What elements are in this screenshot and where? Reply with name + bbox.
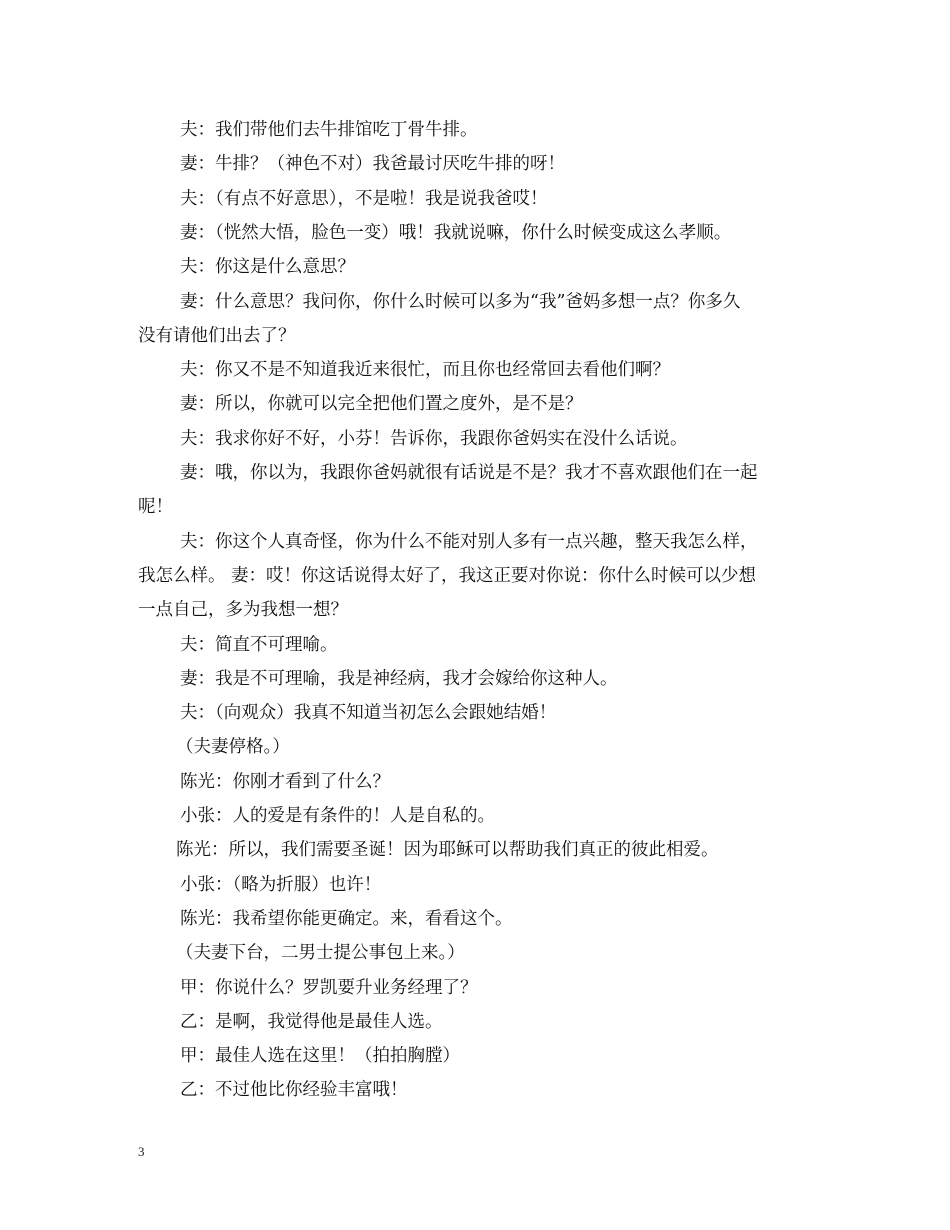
page-number: 3	[138, 1144, 145, 1159]
script-line: 妻：（恍然大悟，脸色一变）哦！我就说嘛，你什么时候变成这么孝顺。	[180, 222, 732, 243]
script-line: 夫：我求你好不好，小芬！告诉你，我跟你爸妈实在没什么话说。	[180, 428, 688, 449]
script-line: （夫妻下台，二男士提公事包上来。）	[176, 943, 465, 964]
script-line: 陈光：所以，我们需要圣诞！因为耶稣可以帮助我们真正的彼此相爱。	[176, 840, 719, 861]
script-line: 夫：（向观众）我真不知道当初怎么会跟她结婚！	[180, 703, 557, 724]
script-line: 陈光：我希望你能更确定。来，看看这个。	[180, 908, 513, 929]
script-line: （夫妻停格。）	[176, 737, 290, 758]
script-line: 一点自己，多为我想一想？	[138, 600, 348, 621]
script-line: 夫：你这是什么意思？	[180, 257, 355, 278]
script-line: 妻：牛排？（神色不对）我爸最讨厌吃牛排的呀！	[180, 154, 565, 175]
script-line: 我怎么样。 妻：哎！你这话说得太好了，我这正要对你说：你什么时候可以少想	[138, 565, 757, 586]
script-line: 呢！	[138, 497, 173, 518]
script-line: 夫：你这个人真奇怪，你为什么不能对别人多有一点兴趣，整天我怎么样，	[180, 531, 758, 552]
script-line: 夫：简直不可理喻。	[180, 634, 338, 655]
script-line: 甲：你说什么？罗凯要升业务经理了？	[180, 977, 478, 998]
script-line: 妻：哦，你以为，我跟你爸妈就很有话说是不是？我才不喜欢跟他们在一起	[180, 463, 758, 483]
script-line: 乙：不过他比你经验丰富哦！	[180, 1080, 408, 1101]
script-line: 没有请他们出去了？	[138, 325, 296, 346]
script-line: 小张：人的爱是有条件的！人是自私的。	[180, 806, 495, 826]
script-line: 夫：你又不是不知道我近来很忙，而且你也经常回去看他们啊？	[180, 360, 670, 381]
script-line: 妻：所以，你就可以完全把他们置之度外，是不是？	[180, 394, 583, 415]
script-line: 妻：什么意思？我问你，你什么时候可以多为“我”爸妈多想一点？你多久	[180, 291, 741, 312]
script-line: 甲：最佳人选在这里！（拍拍胸膛）	[180, 1046, 460, 1067]
script-line: 夫：（有点不好意思），不是啦！我是说我爸哎！	[180, 188, 548, 209]
script-line: 小张：（略为折服）也许！	[180, 874, 382, 895]
script-line: 乙：是啊，我觉得他是最佳人选。	[180, 1011, 443, 1032]
script-line: 陈光：你刚才看到了什么？	[180, 771, 390, 792]
script-line: 夫：我们带他们去牛排馆吃丁骨牛排。	[180, 120, 478, 140]
script-line: 妻：我是不可理喻，我是神经病，我才会嫁给你这种人。	[180, 668, 618, 689]
